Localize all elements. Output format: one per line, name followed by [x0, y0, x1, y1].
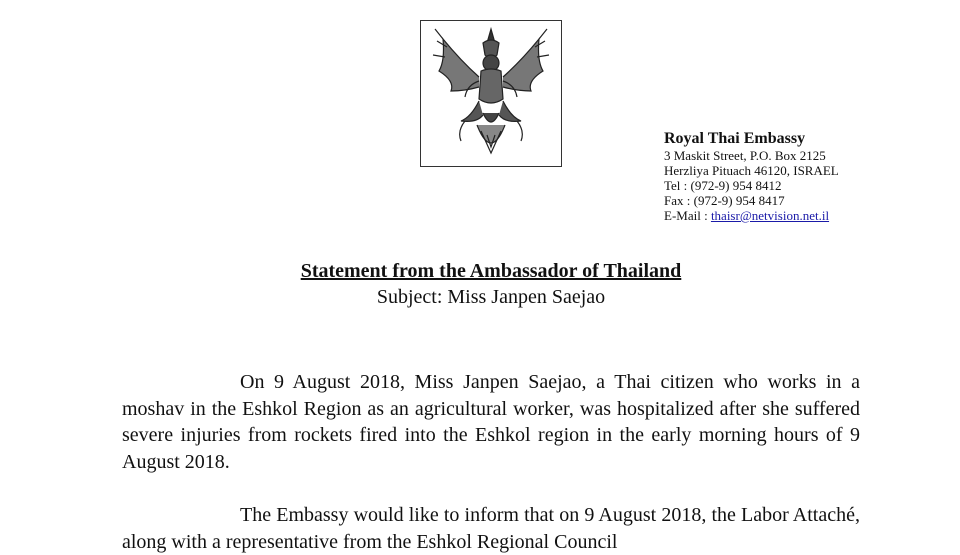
body-paragraph-1 — [122, 369, 860, 475]
garuda-emblem-icon — [420, 20, 562, 167]
paragraph-1-text: On 9 August 2018, Miss Janpen Saejao, a Thai citizen who works in a moshav in the Eshkol Region as an agricultural worker, was hospitalized after she suffered severe injuries from rockets fired into the Eshkol region in the early morning hours of 9 August 2018. — [122, 371, 860, 473]
sender-address-block — [664, 129, 839, 223]
statement-subject: Subject: Miss Janpen Saejao — [376, 286, 606, 308]
paragraph-2-text: The Embassy would like to inform that on 9 August 2018, the Labor Attaché, along with a representative from the Eshkol Regional Council — [122, 504, 860, 553]
email-link[interactable]: thaisr@netvision.net.il — [710, 208, 830, 223]
address-line-1: 3 Maskit Street, P.O. Box 2125 — [664, 148, 826, 163]
email-label: E-Mail : — [664, 208, 711, 223]
statement-heading — [0, 258, 960, 310]
address-line-2: Herzliya Pituach 46120, ISRAEL — [664, 163, 839, 178]
email-line — [664, 208, 839, 223]
embassy-name: Royal Thai Embassy — [664, 130, 806, 147]
fax-line: Fax : (972-9) 954 8417 — [664, 193, 785, 208]
body-paragraph-2 — [122, 502, 860, 555]
statement-title: Statement from the Ambassador of Thailand — [300, 260, 682, 282]
telephone-line: Tel : (972-9) 954 8412 — [664, 178, 782, 193]
